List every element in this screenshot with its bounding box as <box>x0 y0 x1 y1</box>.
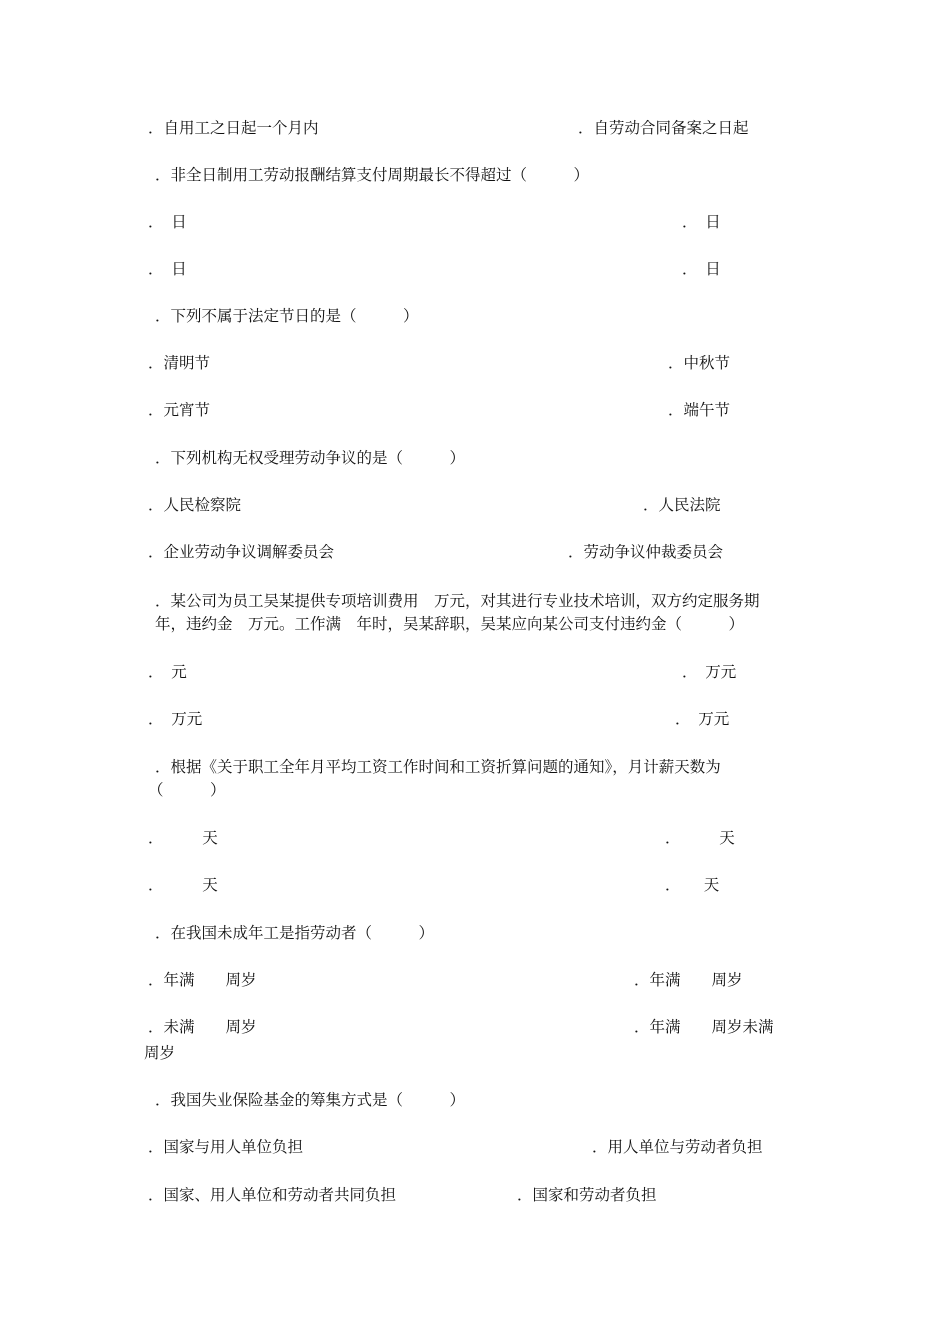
question-7: ．我国失业保险基金的筹集方式是（ ） <box>155 1091 466 1109</box>
q7-option-a: ．国家与用人单位负担 <box>148 1138 304 1156</box>
q2-option-d: ．端午节 <box>668 401 731 419</box>
q1-option-c: ． 日 <box>148 260 187 278</box>
q6-option-a: ．年满 周岁 <box>148 971 257 989</box>
question-5-line-2: （ ） <box>148 781 226 799</box>
question-4-line-1: ．某公司为员工吴某提供专项培训费用 万元，对其进行专业技术培训，双方约定服务期 <box>155 592 760 610</box>
q3-option-d: ．劳动争议仲裁委员会 <box>568 543 724 561</box>
q1-option-a: ． 日 <box>148 213 187 231</box>
q2-option-b: ．中秋节 <box>668 354 731 372</box>
q6-option-d-line-1: ．年满 周岁未满 <box>634 1018 774 1036</box>
q1-option-b: ． 日 <box>682 213 721 231</box>
q5-option-c: ． 天 <box>148 876 218 894</box>
q2-option-a: ．清明节 <box>148 354 211 372</box>
question-2: ．下列不属于法定节日的是（ ） <box>155 307 419 325</box>
question-6: ．在我国未成年工是指劳动者（ ） <box>155 924 435 942</box>
q3-option-c: ．企业劳动争议调解委员会 <box>148 543 335 561</box>
question-1: ．非全日制用工劳动报酬结算支付周期最长不得超过（ ） <box>155 166 590 184</box>
q7-option-c: ．国家、用人单位和劳动者共同负担 <box>148 1186 397 1204</box>
q2-option-c: ．元宵节 <box>148 401 211 419</box>
q3-option-a: ．人民检察院 <box>148 496 242 514</box>
question-5-line-1: ．根据《关于职工全年月平均工资工作时间和工资折算问题的通知》，月计薪天数为 <box>155 758 721 776</box>
q5-option-b: ． 天 <box>665 829 735 847</box>
q3-option-b: ．人民法院 <box>643 496 721 514</box>
q7-option-d: ．国家和劳动者负担 <box>517 1186 657 1204</box>
q6-option-c: ．未满 周岁 <box>148 1018 257 1036</box>
question-4-line-2: 年，违约金 万元。工作满 年时，吴某辞职，吴某应向某公司支付违约金（ ） <box>155 615 745 633</box>
q7-option-b: ．用人单位与劳动者负担 <box>592 1138 763 1156</box>
q4-option-c: ． 万元 <box>148 710 203 728</box>
q4-option-d: ． 万元 <box>675 710 730 728</box>
q4-option-b: ． 万元 <box>682 663 737 681</box>
option-prev-b: ．自劳动合同备案之日起 <box>578 119 749 137</box>
q6-option-d-line-2: 周岁 <box>144 1044 176 1062</box>
q5-option-d: ． 天 <box>665 876 720 894</box>
q1-option-d: ． 日 <box>682 260 721 278</box>
option-prev-a: ．自用工之日起一个月内 <box>148 119 319 137</box>
question-3: ．下列机构无权受理劳动争议的是（ ） <box>155 449 466 467</box>
q5-option-a: ． 天 <box>148 829 218 847</box>
q4-option-a: ． 元 <box>148 663 187 681</box>
q6-option-b: ．年满 周岁 <box>634 971 743 989</box>
